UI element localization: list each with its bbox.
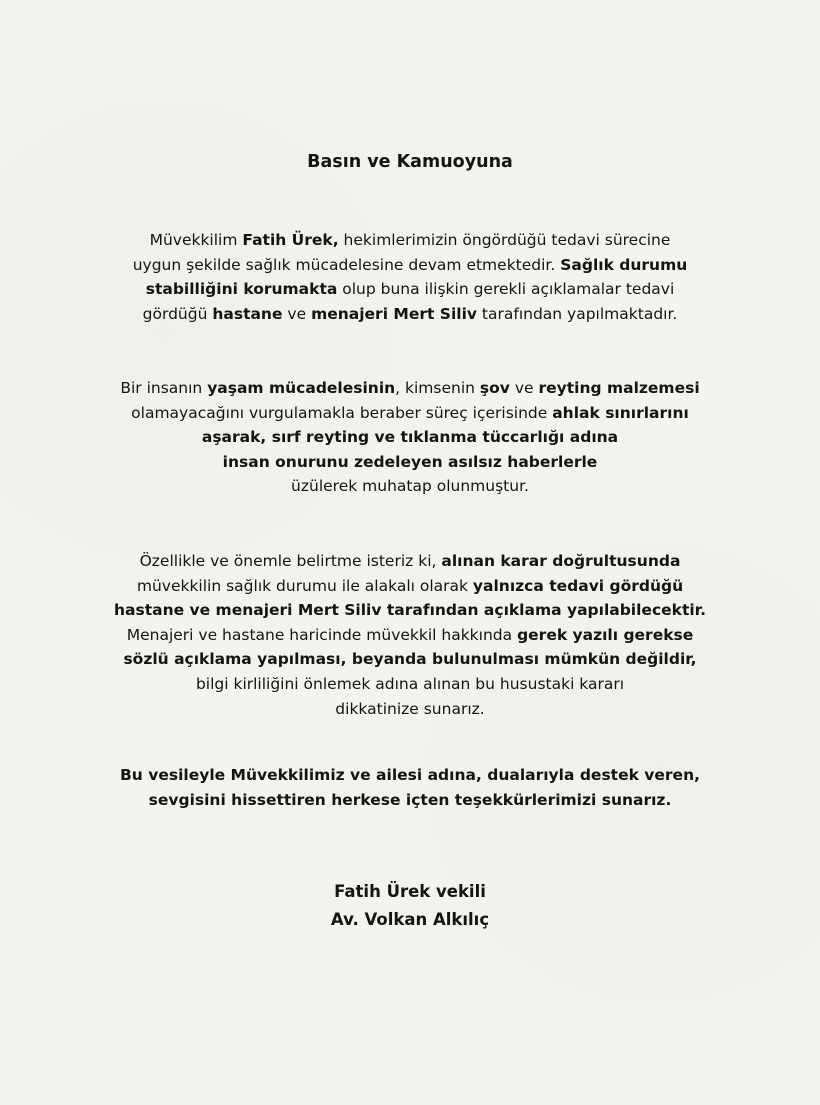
text-segment: Menajeri ve hastane haricinde müvekkil hakkında bbox=[126, 625, 518, 644]
text-segment: ve bbox=[282, 304, 312, 323]
bold-segment: yalnızca tedavi gördüğü bbox=[472, 576, 684, 595]
text-segment: müvekkilin sağlık durumu ile alakalı olarak bbox=[136, 576, 473, 595]
text-segment: hekimlerimizin öngördüğü tedavi sürecine bbox=[338, 231, 671, 249]
paragraph-3-line-6: bilgi kirliliğini önlemek adına alınan bu husustaki kararı bbox=[195, 674, 625, 693]
bold-segment: menajeri Mert Siliv bbox=[311, 304, 477, 323]
paragraph-3 bbox=[0, 549, 820, 721]
bold-segment: stabilliğini korumakta bbox=[145, 280, 338, 299]
paragraph-1-line-1 bbox=[0, 228, 820, 253]
text-segment: Bir insanın bbox=[120, 379, 208, 397]
paragraph-3-line-2 bbox=[0, 574, 820, 599]
bold-segment: ahlak sınırlarını bbox=[552, 403, 689, 422]
paragraph-3-line-3: hastane ve menajeri Mert Siliv tarafından açıklama yapılabilecektir. bbox=[114, 601, 706, 620]
text-segment: tarafından yapılmaktadır. bbox=[477, 304, 678, 323]
bold-segment: reyting malzemesi bbox=[538, 379, 700, 397]
paragraph-1 bbox=[0, 228, 820, 326]
text-segment: Müvekkilim bbox=[149, 231, 243, 249]
paragraph-2-line-3: aşarak, sırf reyting ve tıklanma tüccarlığı adına bbox=[201, 428, 619, 447]
signature-block bbox=[0, 878, 820, 934]
signature-name: Av. Volkan Alkılıç bbox=[330, 910, 490, 929]
paragraph-2-line-2 bbox=[0, 401, 820, 426]
bold-segment: alınan karar doğrultusunda bbox=[441, 552, 681, 570]
paragraph-3-line-4 bbox=[0, 623, 820, 648]
signature-title: Fatih Ürek vekili bbox=[334, 882, 486, 901]
paragraph-1-line-3 bbox=[0, 277, 820, 302]
paragraph-4-line-1: Bu vesileyle Müvekkilimiz ve ailesi adına, dualarıyla destek veren, bbox=[119, 766, 700, 784]
text-segment: gördüğü bbox=[142, 304, 213, 323]
paragraph-2-line-5: üzülerek muhatap olunmuştur. bbox=[291, 477, 529, 496]
paragraph-3-line-1 bbox=[0, 549, 820, 574]
client-name: Fatih Ürek, bbox=[242, 231, 339, 249]
text-segment: ve bbox=[509, 379, 539, 397]
paragraph-3-line-7: dikkatinize sunarız. bbox=[335, 699, 485, 718]
text-segment: , kimsenin bbox=[395, 379, 480, 397]
text-segment: olup buna ilişkin gerekli açıklamalar tedavi bbox=[337, 280, 675, 299]
paragraph-2-line-4: insan onurunu zedeleyen asılsız haberlerle bbox=[222, 452, 598, 471]
document-title: Basın ve Kamuoyuna bbox=[307, 152, 513, 172]
bold-segment: gerek yazılı gerekse bbox=[517, 625, 694, 644]
paragraph-4-line-2: sevgisini hissettiren herkese içten teşekkürlerimizi sunarız. bbox=[148, 790, 672, 809]
text-segment: Özellikle ve önemle belirtme isteriz ki, bbox=[139, 552, 442, 570]
bold-segment: hastane bbox=[212, 304, 283, 323]
bold-segment: yaşam mücadelesinin bbox=[207, 379, 396, 397]
bold-segment: Sağlık durumu bbox=[560, 255, 688, 274]
paragraph-4 bbox=[0, 763, 820, 812]
text-segment: uygun şekilde sağlık mücadelesine devam etmektedir. bbox=[132, 255, 561, 274]
paragraph-3-line-5: sözlü açıklama yapılması, beyanda bulunulması mümkün değildir, bbox=[123, 650, 697, 669]
text-segment: olamayacağını vurgulamakla beraber süreç içerisinde bbox=[131, 403, 553, 422]
paragraph-2 bbox=[0, 376, 820, 499]
paragraph-1-line-4 bbox=[0, 302, 820, 327]
paragraph-2-line-1 bbox=[0, 376, 820, 401]
paragraph-1-line-2 bbox=[0, 253, 820, 278]
bold-segment: şov bbox=[479, 379, 510, 397]
